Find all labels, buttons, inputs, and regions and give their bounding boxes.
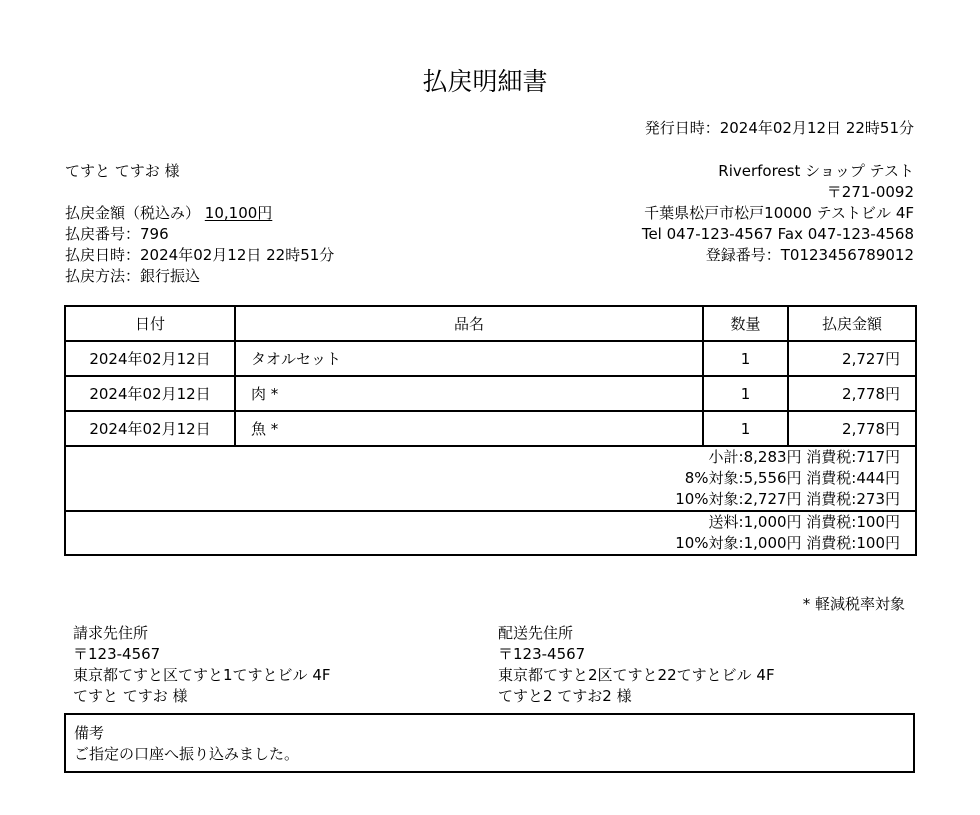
refund-items-table: [64, 305, 917, 556]
shipping-postal: 〒123-4567: [498, 645, 586, 663]
shop-name: Riverforest ショップ テスト: [718, 162, 914, 180]
header-quantity: 数量: [703, 306, 788, 341]
header-item-name: 品名: [235, 306, 703, 341]
issue-label: 発行日時：: [644, 119, 720, 137]
row-quantity: 1: [703, 341, 788, 376]
refund-amount: 10,100円: [204, 204, 273, 222]
refund-number-row: [65, 224, 334, 245]
document-title: 払戻明細書: [422, 67, 548, 96]
billing-name: てすと てすお 様: [73, 687, 188, 705]
remarks-box: [64, 713, 915, 773]
shop-registration: 登録番号：T0123456789012: [705, 246, 914, 264]
subtotal-cell: [65, 446, 916, 511]
refund-method-row: [65, 266, 334, 287]
refund-method-label: 払戻方法：: [65, 267, 141, 285]
table-row: [65, 341, 916, 376]
billing-address: [73, 623, 331, 707]
row-date: 2024年02月12日: [65, 411, 235, 446]
issue-datetime: [645, 118, 914, 138]
shipping-fee-row: [65, 511, 916, 555]
shop-info: [642, 161, 914, 266]
refund-amount-row: [65, 203, 334, 224]
shipping-tax-line: 10%対象:1,000円 消費税:100円: [675, 534, 900, 552]
row-item-name: 魚 *: [235, 411, 703, 446]
shop-tel-fax: Tel 047-123-4567 Fax 047-123-4568: [641, 225, 914, 243]
shipping-street: 東京都てすと2区てすと22てすとビル 4F: [498, 666, 775, 684]
table-row: [65, 376, 916, 411]
row-date: 2024年02月12日: [65, 341, 235, 376]
table-row: [65, 411, 916, 446]
row-date: 2024年02月12日: [65, 376, 235, 411]
tax-10-line: 10%対象:2,727円 消費税:273円: [675, 490, 900, 508]
shop-address: 千葉県松戸市松戸10000 テストビル 4F: [644, 204, 914, 222]
table-header-row: [65, 306, 916, 341]
refund-datetime: 2024年02月12日 22時51分: [140, 246, 335, 264]
row-quantity: 1: [703, 376, 788, 411]
issue-value: 2024年02月12日 22時51分: [719, 119, 914, 137]
refund-info: [65, 203, 334, 287]
remarks-heading: 備考: [74, 724, 105, 742]
row-quantity: 1: [703, 411, 788, 446]
subtotal-line: 小計:8,283円 消費税:717円: [708, 448, 900, 466]
row-amount: 2,778円: [788, 376, 916, 411]
refund-datetime-row: [65, 245, 334, 266]
shop-postal: 〒271-0092: [826, 183, 914, 201]
row-amount: 2,778円: [788, 411, 916, 446]
tax-8-line: 8%対象:5,556円 消費税:444円: [684, 469, 900, 487]
shipping-address: [498, 623, 775, 707]
shipping-fee-cell: [65, 511, 916, 555]
shipping-fee-line: 送料:1,000円 消費税:100円: [708, 513, 900, 531]
refund-number: 796: [140, 225, 169, 243]
recipient-name: てすと てすお 様: [65, 162, 180, 180]
header-date: 日付: [65, 306, 235, 341]
header-refund-amount: 払戻金額: [788, 306, 916, 341]
remarks-text: ご指定の口座へ振り込みました。: [74, 745, 300, 763]
billing-street: 東京都てすと区てすと1てすとビル 4F: [73, 666, 331, 684]
refund-datetime-label: 払戻日時：: [65, 246, 141, 264]
shipping-name: てすと2 てすお2 様: [498, 687, 632, 705]
refund-amount-label: 払戻金額（税込み）: [65, 204, 201, 222]
row-item-name: タオルセット: [235, 341, 703, 376]
refund-number-label: 払戻番号：: [65, 225, 141, 243]
reduced-tax-note: * 軽減税率対象: [802, 595, 905, 613]
refund-method: 銀行振込: [140, 267, 201, 285]
shipping-heading: 配送先住所: [498, 624, 574, 642]
billing-heading: 請求先住所: [73, 624, 149, 642]
subtotal-row: [65, 446, 916, 511]
row-item-name: 肉 *: [235, 376, 703, 411]
billing-postal: 〒123-4567: [73, 645, 161, 663]
row-amount: 2,727円: [788, 341, 916, 376]
